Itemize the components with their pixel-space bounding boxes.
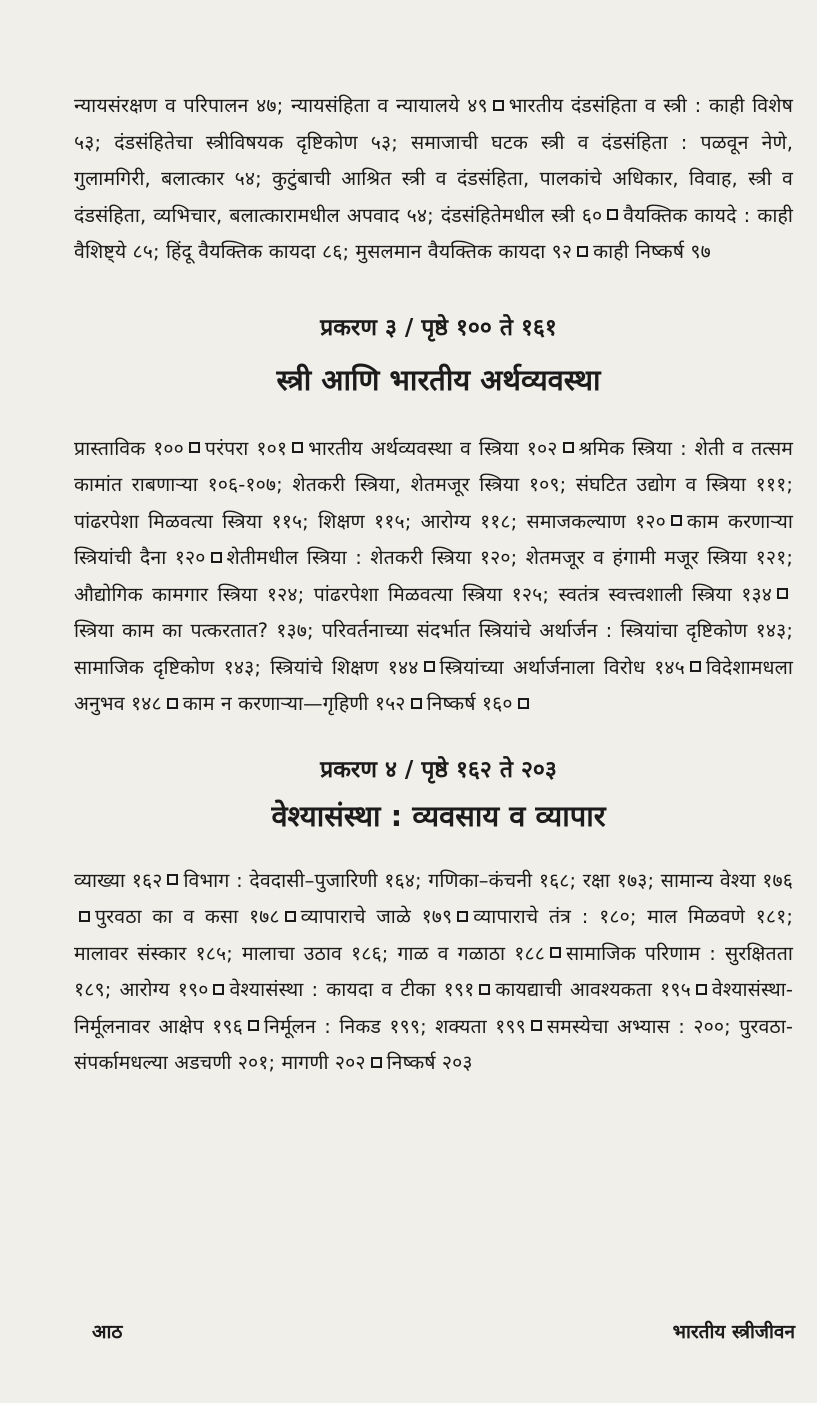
- entry: पुरवठा का व कसा १७८: [95, 905, 280, 928]
- square-bullet-icon: [531, 1020, 542, 1031]
- entry: शेतीमधील स्त्रिया : शेतकरी स्त्रिया १२०; शेतमजूर व हंगामी मजूर स्त्रिया १२१; औद्योगिक कामगार स्त्रिया १२४; पांढरपेशा मिळवत्या स्त्रिया १२५; स्वतंत्र स्वत्त्वशाली स्त्रिया १३४: [74, 546, 793, 606]
- entry: निर्मूलन : निकड १९९; शक्यता १९९: [263, 1014, 526, 1038]
- square-bullet-icon: [563, 442, 574, 453]
- square-bullet-icon: [607, 209, 618, 220]
- square-bullet-icon: [690, 661, 701, 672]
- square-bullet-icon: [79, 911, 90, 922]
- chapter3-contents: [74, 431, 793, 723]
- entry: वेश्यासंस्था-निर्मूलनावर आक्षेप १९६: [74, 978, 793, 1038]
- chapter2-contents: [74, 88, 793, 271]
- square-bullet-icon: [411, 698, 422, 709]
- square-bullet-icon: [696, 984, 707, 995]
- entry: न्यायसंरक्षण व परिपालन ४७; न्यायसंहिता व न्यायालये ४९: [74, 94, 488, 117]
- square-bullet-icon: [211, 552, 222, 563]
- entry: प्रास्ताविक १००: [74, 436, 184, 460]
- entry: वेश्यासंस्था : कायदा व टीका १९१: [229, 978, 475, 1001]
- square-bullet-icon: [371, 1057, 382, 1068]
- square-bullet-icon: [493, 100, 504, 111]
- entry: स्त्रिया काम का पत्करतात? १३७; परिवर्तनाच्या संदर्भात स्त्रियांचे अर्थार्जन : स्त्रियांचा दृष्टिकोण १४३; सामाजिक दृष्टिकोण १४३; स्त्रियांचे शिक्षण १४४: [74, 619, 793, 679]
- entry: भारतीय दंडसंहिता व स्त्री : काही विशेष ५३; दंडसंहितेचा स्त्रीविषयक दृष्टिकोण ५३; समाजाची घटक स्त्री व दंडसंहिता : पळवून नेणे, गुलामगिरी, बलात्कार ५४; कुटुंबाची आश्रित स्त्री व दंडसंहिता, पालकांचे अधिकार, विवाह, स्त्री व दंडसंहिता, व्यभिचार, बलात्कारामधील अपवाद ५४; दंडसंहितेमधील स्त्री ६०: [74, 94, 793, 227]
- square-bullet-icon: [577, 246, 588, 257]
- entry: श्रमिक स्त्रिया : शेती व तत्सम कामांत राबणाऱ्या १०६-१०७; शेतकरी स्त्रिया, शेतमजूर स्त्रिया १०९; संघटित उद्योग व स्त्रिया १११; पांढरपेशा मिळवत्या स्त्रिया ११५; शिक्षण ११५; आरोग्य ११८; समाजकल्याण १२०: [74, 436, 794, 533]
- page-footer: [92, 1318, 795, 1348]
- entry: व्यापाराचे तंत्र : १८०; माल मिळवणे १८१; मालावर संस्कार १८५; मालाचा उठाव १८६; गाळ व गळाठा १८८: [74, 905, 793, 965]
- page-number: आठ: [92, 1321, 123, 1343]
- entry: निष्कर्ष १६०: [426, 692, 513, 715]
- entry: स्त्रियांच्या अर्थार्जनाला विरोध १४५: [439, 655, 685, 679]
- entry: काम न करणाऱ्या—गृहिणी १५२: [182, 692, 406, 715]
- square-bullet-icon: [248, 1020, 259, 1031]
- square-bullet-icon: [457, 911, 468, 922]
- square-bullet-icon: [550, 947, 561, 958]
- entry: काम करणाऱ्या स्त्रियांची दैना १२०: [74, 509, 793, 569]
- entry: समस्येचा अभ्यास : २००; पुरवठा-संपर्कामधल्या अडचणी २०१; मागणी २०२: [74, 1014, 794, 1074]
- entry: विभाग : देवदासी–पुजारिणी १६४; गणिका–कंचनी १६८; रक्षा १७३; सामान्य वेश्या १७६: [183, 868, 794, 892]
- chapter3-title: स्त्री आणि भारतीय अर्थव्यवस्था: [276, 362, 601, 397]
- chapter4-contents: [74, 863, 793, 1082]
- entry: कायद्याची आवश्यकता १९५: [495, 978, 691, 1001]
- square-bullet-icon: [285, 911, 296, 922]
- square-bullet-icon: [189, 442, 200, 453]
- book-title: भारतीय स्त्रीजीवन: [672, 1321, 795, 1343]
- entry: विदेशामधला अनुभव १४८: [74, 655, 793, 715]
- square-bullet-icon: [424, 661, 435, 672]
- square-bullet-icon: [518, 698, 529, 709]
- square-bullet-icon: [671, 515, 682, 526]
- entry: काही निष्कर्ष ९७: [593, 240, 711, 263]
- square-bullet-icon: [292, 442, 303, 453]
- entry: वैयक्तिक कायदे : काही वैशिष्ट्ये ८५; हिंदू वैयक्तिक कायदा ८६; मुसलमान वैयक्तिक कायदा ९२: [74, 203, 793, 263]
- square-bullet-icon: [213, 984, 224, 995]
- entry: सामाजिक परिणाम : सुरक्षितता १८९; आरोग्य १९०: [74, 941, 793, 1001]
- square-bullet-icon: [167, 698, 178, 709]
- entry: व्यापाराचे जाळे १७९: [300, 905, 453, 928]
- entry: परंपरा १०१: [204, 436, 288, 460]
- entry: व्याख्या १६२: [74, 868, 163, 892]
- chapter4-title: वेश्यासंस्था : व्यवसाय व व्यापार: [271, 798, 606, 833]
- entry: भारतीय अर्थव्यवस्था व स्त्रिया १०२: [308, 436, 558, 460]
- chapter3-heading: प्रकरण ३ / पृष्ठे १०० ते १६१: [320, 314, 557, 341]
- square-bullet-icon: [479, 984, 490, 995]
- square-bullet-icon: [167, 874, 178, 885]
- square-bullet-icon: [777, 588, 788, 599]
- entry: निष्कर्ष २०३: [386, 1051, 473, 1074]
- chapter4-heading: प्रकरण ४ / पृष्ठे १६२ ते २०३: [320, 756, 557, 783]
